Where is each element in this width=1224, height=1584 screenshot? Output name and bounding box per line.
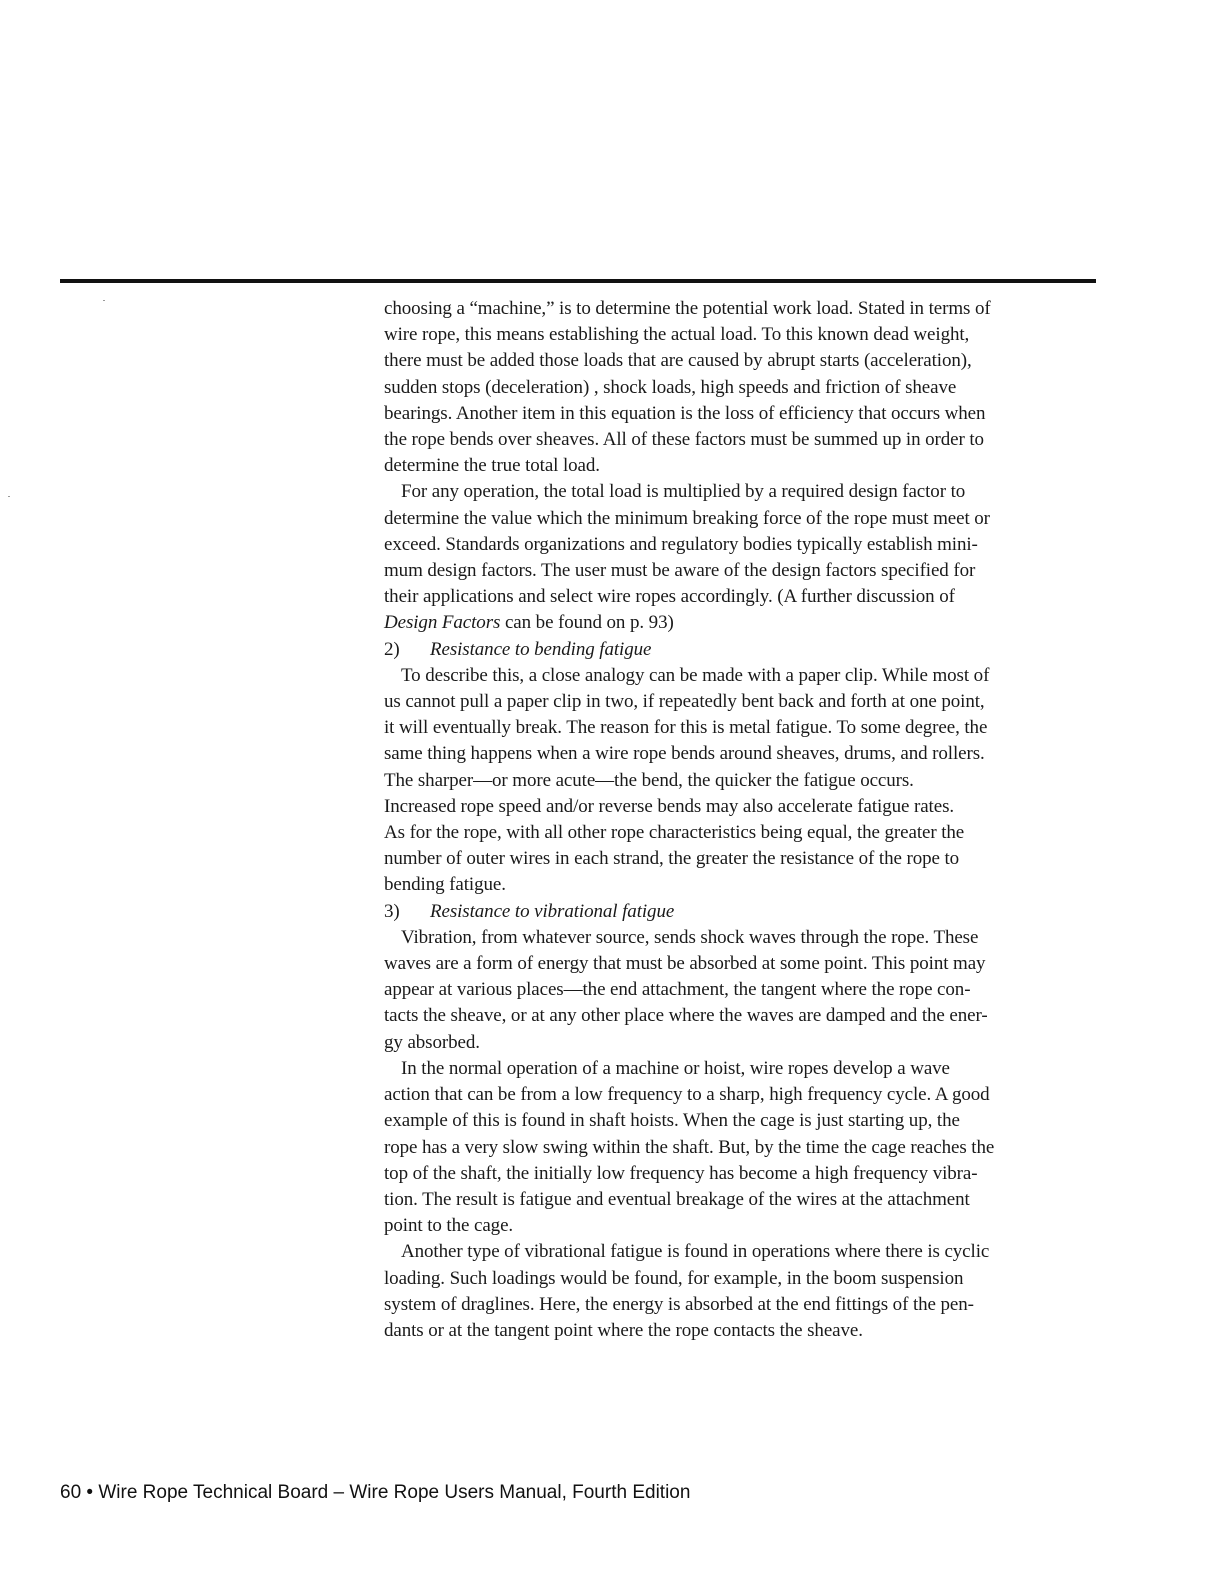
text-line: Vibration, from whatever source, sends shock waves through the rope. These — [401, 926, 979, 948]
text-line: their applications and select wire ropes accordingly. (A further discussion of — [384, 586, 955, 608]
text-line: To describe this, a close analogy can be made with a paper clip. While most of — [401, 664, 990, 686]
text-line: same thing happens when a wire rope bends around sheaves, drums, and rollers. — [384, 743, 985, 765]
text-line: waves are a form of energy that must be absorbed at some point. This point may — [384, 953, 986, 975]
text-line: tacts the sheave, or at any other place where the waves are damped and the ener- — [384, 1005, 988, 1027]
text-line — [384, 610, 1096, 636]
text-line: In the normal operation of a machine or hoist, wire ropes develop a wave — [401, 1057, 950, 1079]
text-line: point to the cage. — [384, 1215, 514, 1237]
text-line: exceed. Standards organizations and regulatory bodies typically establish mini- — [384, 533, 978, 555]
text-line: system of draglines. Here, the energy is absorbed at the end fittings of the pen- — [384, 1293, 974, 1315]
text-line: wire rope, this means establishing the actual load. To this known dead weight, — [384, 324, 970, 346]
text-line: dants or at the tangent point where the rope contacts the sheave. — [384, 1319, 863, 1341]
text-line: the rope bends over sheaves. All of these factors must be summed up in order to — [384, 429, 984, 451]
text-line: it will eventually break. The reason for this is metal fatigue. To some degree, the — [384, 717, 988, 739]
text-line: bearings. Another item in this equation is the loss of efficiency that occurs when — [384, 402, 986, 424]
text-line: there must be added those loads that are caused by abrupt starts (acceleration), — [384, 350, 972, 372]
paragraph-continued — [384, 296, 1096, 479]
header-rule — [60, 279, 1096, 283]
text-line: As for the rope, with all other rope characteristics being equal, the greater the — [384, 822, 965, 844]
paragraph-wave-action — [384, 1056, 1096, 1239]
page-body — [384, 296, 1096, 1344]
paragraph-vibration — [384, 925, 1096, 1056]
paragraph-design-factor — [384, 479, 1096, 636]
text-line: example of this is found in shaft hoists. When the cage is just starting up, the — [384, 1110, 960, 1132]
page-footer: 60 • Wire Rope Technical Board – Wire Rope Users Manual, Fourth Edition — [60, 1482, 691, 1503]
text-line: action that can be from a low frequency to a sharp, high frequency cycle. A good — [384, 1084, 990, 1106]
text-line: Another type of vibrational fatigue is found in operations where there is cyclic — [401, 1241, 990, 1263]
text-line: tion. The result is fatigue and eventual breakage of the wires at the attachment — [384, 1188, 970, 1210]
section-heading-vibrational-fatigue — [384, 899, 1096, 925]
text-line: determine the value which the minimum breaking force of the rope must meet or — [384, 507, 990, 529]
text-line: appear at various places—the end attachment, the tangent where the rope con- — [384, 979, 971, 1001]
cross-reference: Design Factors — [384, 612, 501, 634]
text-line: sudden stops (deceleration) , shock loads, high speeds and friction of sheave — [384, 376, 957, 398]
text-line: us cannot pull a paper clip in two, if repeatedly bent back and forth at one point, — [384, 691, 985, 713]
cross-reference-page: can be found on p. 93) — [500, 612, 674, 634]
section-title: Resistance to vibrational fatigue — [430, 900, 675, 922]
text-line: The sharper—or more acute—the bend, the quicker the fatigue occurs. — [384, 769, 914, 791]
text-line: bending fatigue. — [384, 874, 506, 896]
scan-speck — [103, 300, 105, 301]
text-line: For any operation, the total load is multiplied by a required design factor to — [401, 481, 966, 503]
scan-speck — [8, 496, 10, 497]
section-heading-bending-fatigue — [384, 637, 1096, 663]
section-number: 2) — [384, 638, 400, 660]
paragraph-cyclic-loading — [384, 1239, 1096, 1344]
text-line: rope has a very slow swing within the shaft. But, by the time the cage reaches the — [384, 1136, 995, 1158]
section-number: 3) — [384, 900, 400, 922]
text-line: loading. Such loadings would be found, for example, in the boom suspension — [384, 1267, 964, 1289]
text-line: top of the shaft, the initially low frequency has become a high frequency vibra- — [384, 1162, 978, 1184]
paragraph-bending-fatigue — [384, 663, 1096, 899]
text-line: gy absorbed. — [384, 1031, 480, 1053]
text-line: determine the true total load. — [384, 455, 600, 477]
text-line: mum design factors. The user must be aware of the design factors specified for — [384, 560, 976, 582]
text-line: choosing a “machine,” is to determine the potential work load. Stated in terms of — [384, 298, 991, 319]
text-line: Increased rope speed and/or reverse bends may also accelerate fatigue rates. — [384, 795, 955, 817]
text-line: number of outer wires in each strand, the greater the resistance of the rope to — [384, 848, 960, 870]
section-title: Resistance to bending fatigue — [430, 638, 652, 660]
